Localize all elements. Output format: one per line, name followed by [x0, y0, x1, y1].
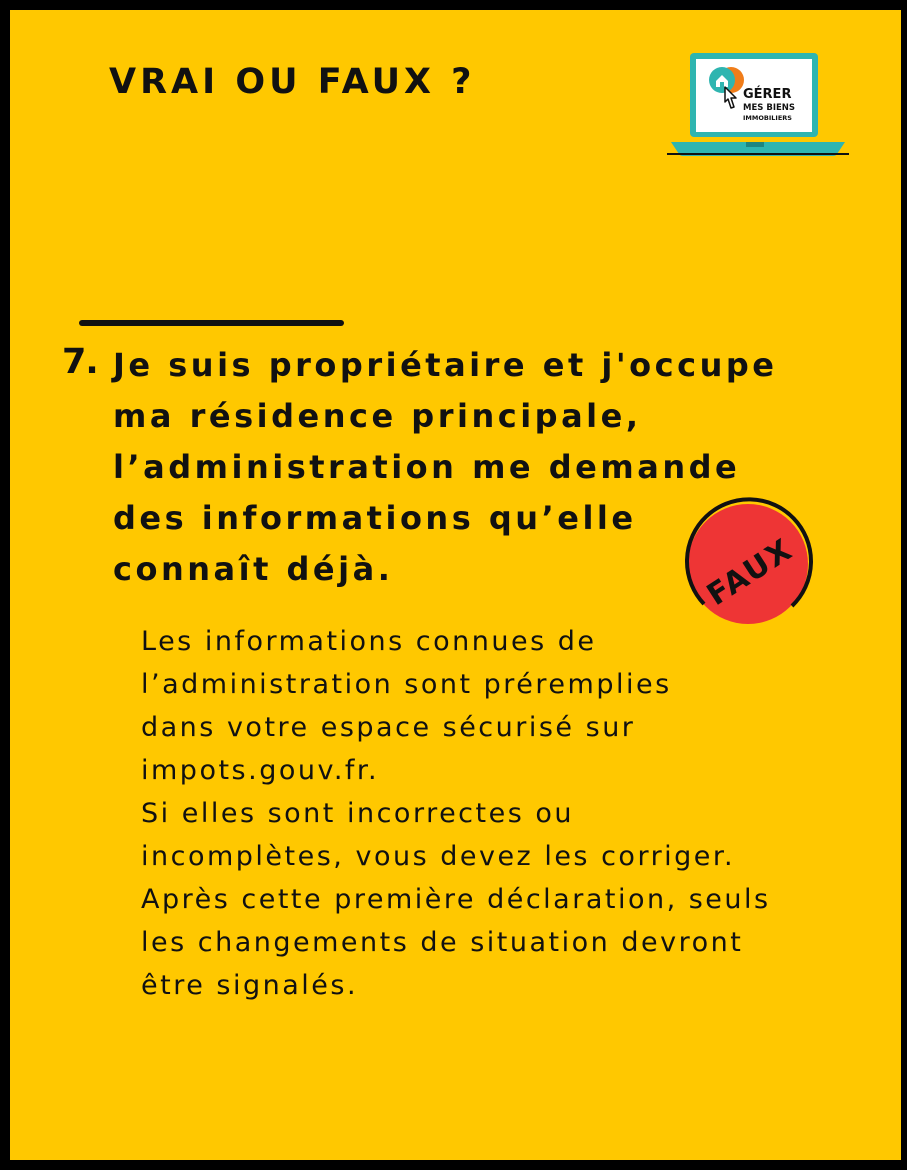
- question-line: l’administration me demande: [113, 448, 741, 486]
- page-title: VRAI OU FAUX ?: [109, 62, 476, 102]
- logo-line-1: GÉRER: [743, 87, 792, 102]
- answer-line: les changements de situation devront: [141, 927, 744, 958]
- answer-line: impots.gouv.fr.: [141, 755, 380, 786]
- question-number: 7.: [62, 342, 98, 382]
- stamp-label: FAUX: [700, 531, 800, 613]
- divider: [79, 320, 344, 326]
- question-line: connaît déjà.: [113, 550, 394, 588]
- logo-line-3: IMMOBILIERS: [743, 114, 792, 122]
- question-line: ma résidence principale,: [113, 397, 642, 435]
- laptop-logo-icon: [667, 50, 849, 160]
- answer-line: dans votre espace sécurisé sur: [141, 712, 636, 743]
- answer-line: incomplètes, vous devez les corriger.: [141, 841, 736, 872]
- answer-line: Si elles sont incorrectes ou: [141, 798, 575, 829]
- quiz-card: [10, 10, 901, 1160]
- answer-line: Les informations connues de: [141, 626, 597, 657]
- answer-text: [141, 620, 871, 1007]
- faux-stamp: [680, 496, 816, 632]
- answer-line: l’administration sont préremplies: [141, 669, 672, 700]
- question-line: des informations qu’elle: [113, 499, 637, 537]
- answer-line: être signalés.: [141, 970, 359, 1001]
- answer-line: Après cette première déclaration, seuls: [141, 884, 771, 915]
- question-line: Je suis propriétaire et j'occupe: [113, 346, 778, 384]
- logo-line-2: MES BIENS: [743, 103, 796, 113]
